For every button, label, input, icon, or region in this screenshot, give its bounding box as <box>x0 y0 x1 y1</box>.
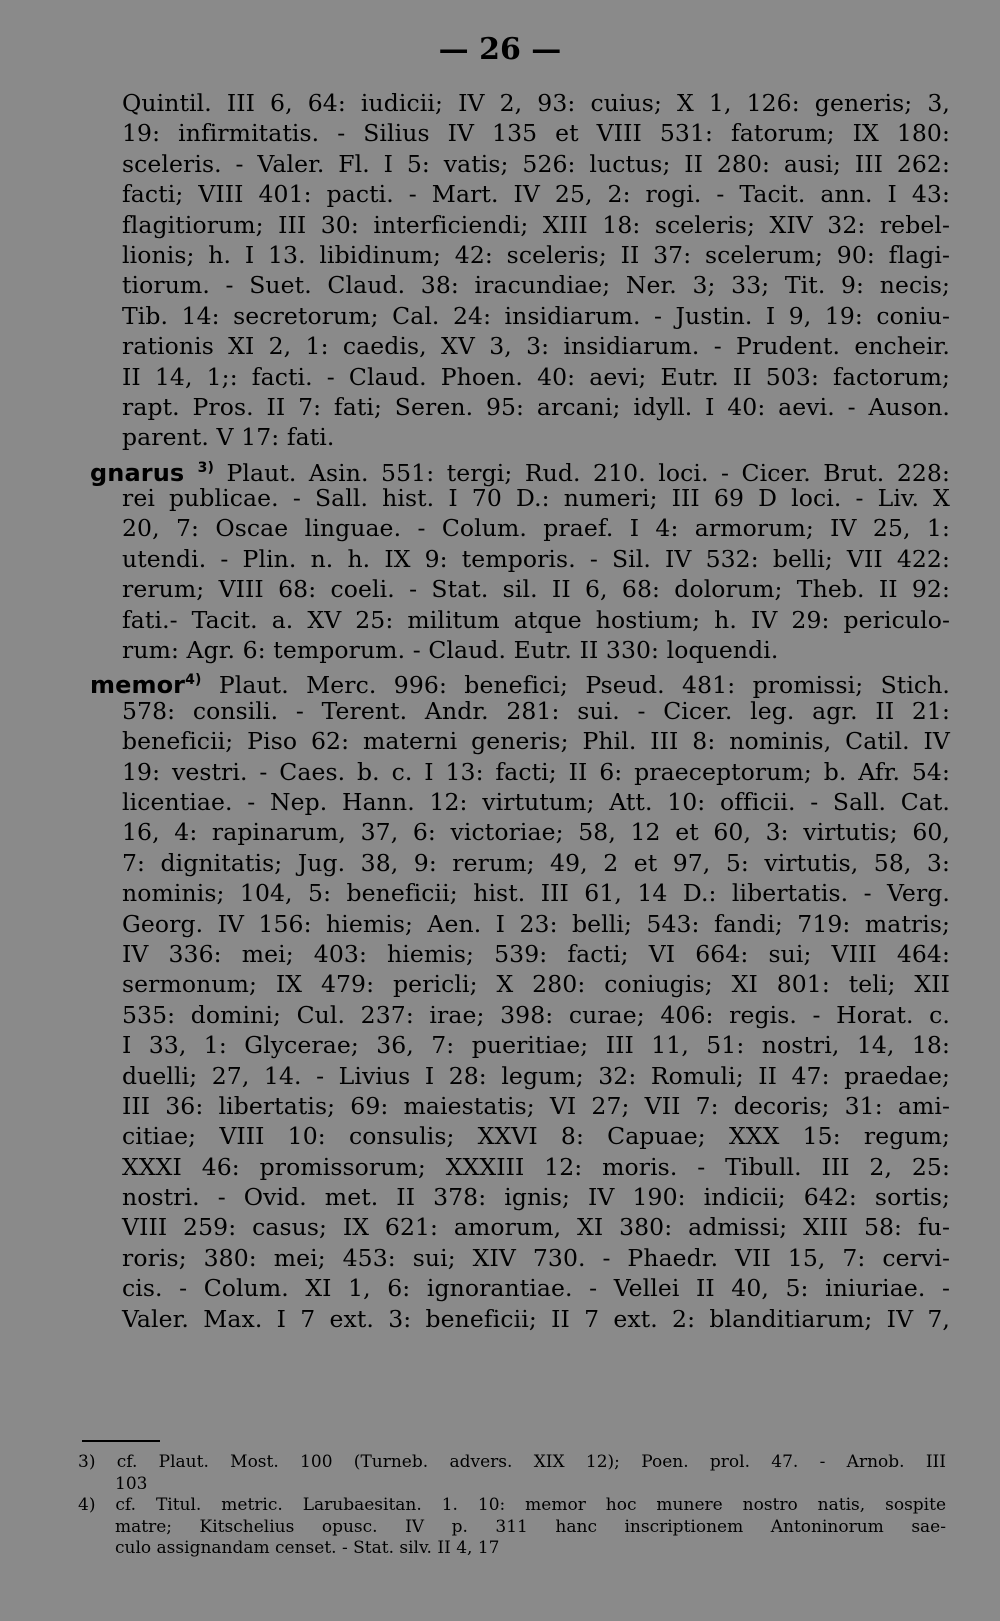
footnote-4-line: culo assignandam censet. - Stat. silv. II 4, 17 <box>115 1538 500 1558</box>
footnote-3-line: 3) cf. Plaut. Most. 100 (Turneb. advers. XIX 12); Poen. prol. 47. - Arnob. III <box>78 1452 946 1472</box>
text-line: 535: domini; Cul. 237: irae; 398: curae; 406: regis. - Horat. c. <box>122 1000 950 1029</box>
text-line: facti; VIII 401: pacti. - Mart. IV 25, 2: rogi. - Tacit. ann. I 43: <box>122 180 950 209</box>
text-line: Georg. IV 156: hiemis; Aen. I 23: belli; 543: fandi; 719: matris; <box>122 909 950 938</box>
text-line: sermonum; IX 479: pericli; X 280: coniugis; XI 801: teli; XII <box>122 970 950 999</box>
text-line: III 36: libertatis; 69: maiestatis; VI 27; VII 7: decoris; 31: ami- <box>122 1091 950 1120</box>
text-line: fati.- Tacit. a. XV 25: militum atque hostium; h. IV 29: periculo- <box>122 605 950 634</box>
text-line: Quintil. III 6, 64: iudicii; IV 2, 93: cuius; X 1, 126: generis; 3, <box>122 89 950 117</box>
text-line: 16, 4: rapinarum, 37, 6: victoriae; 58, 12 et 60, 3: virtutis; 60, <box>122 818 950 847</box>
text-line: Valer. Max. I 7 ext. 3: beneficii; II 7 ext. 2: blanditiarum; IV 7, <box>122 1304 950 1333</box>
footnote-ref-4: 4) <box>185 672 202 689</box>
text-line: 19: vestri. - Caes. b. c. I 13: facti; II 6: praeceptorum; b. Afr. 54: <box>122 757 950 786</box>
lemma-memor: memor$^{4)}$ <box>90 671 202 700</box>
text-line: 7: dignitatis; Jug. 38, 9: rerum; 49, 2 et 97, 5: virtutis, 58, 3: <box>122 848 950 877</box>
text-line: cis. - Colum. XI 1, 6: ignorantiae. - Vellei II 40, 5: iniuriae. - <box>122 1274 950 1303</box>
text-line: rationis XI 2, 1: caedis, XV 3, 3: insidiarum. - Prudent. encheir. <box>122 332 950 361</box>
text-line: XXXI 46: promissorum; XXXIII 12: moris. - Tibull. III 2, 25: <box>122 1152 950 1181</box>
text-line: nostri. - Ovid. met. II 378: ignis; IV 190: indicii; 642: sortis; <box>122 1183 950 1212</box>
text-line: utendi. - Plin. n. h. IX 9: temporis. - Sil. IV 532: belli; VII 422: <box>122 544 950 573</box>
lemma-gnarus: gnarus $^{3)}$ <box>90 458 214 487</box>
text-line: licentiae. - Nep. Hann. 12: virtutum; Att. 10: officii. - Sall. Cat. <box>122 787 950 816</box>
text-line: sceleris. - Valer. Fl. I 5: vatis; 526: luctus; II 280: ausi; III 262: <box>122 149 950 178</box>
text-line: beneficii; Piso 62: materni generis; Phil. III 8: nominis, Catil. IV <box>122 727 950 756</box>
text-line: IV 336: mei; 403: hiemis; 539: facti; VI 664: sui; VIII 464: <box>122 939 950 968</box>
text-line: duelli; 27, 14. - Livius I 28: legum; 32: Romuli; II 47: praedae; <box>122 1061 950 1090</box>
text-line: tiorum. - Suet. Claud. 38: iracundiae; Ner. 3; 33; Tit. 9: necis; <box>122 271 950 300</box>
footnote-rule <box>82 1440 160 1442</box>
text-line: parent. V 17: fati. <box>122 423 335 452</box>
text-line: nominis; 104, 5: beneficii; hist. III 61, 14 D.: libertatis. - Verg. <box>122 879 950 908</box>
text-line: VIII 259: casus; IX 621: amorum, XI 380: admissi; XIII 58: fu- <box>122 1213 950 1242</box>
entry-memor-first-line: memor$^{4)}$ Plaut. Merc. 996: benefici; Pseud. 481: promissi; Stich. <box>90 671 950 700</box>
footnotes <box>78 1451 946 1559</box>
text-line: I 33, 1: Glycerae; 36, 7: pueritiae; III 11, 51: nostri, 14, 18: <box>122 1031 950 1060</box>
text-line: flagitiorum; III 30: interficiendi; XIII 18: sceleris; XIV 32: rebel- <box>122 210 950 239</box>
text-line: roris; 380: mei; 453: sui; XIV 730. - Phaedr. VII 15, 7: cervi- <box>122 1243 950 1272</box>
text-line: 19: infirmitatis. - Silius IV 135 et VIII 531: fatorum; IX 180: <box>122 119 950 148</box>
text-line: rerum; VIII 68: coeli. - Stat. sil. II 6, 68: dolorum; Theb. II 92: <box>122 575 950 604</box>
text-line: rei publicae. - Sall. hist. I 70 D.: numeri; III 69 D loci. - Liv. X <box>122 484 950 513</box>
entry-gnarus-first-line: gnarus $^{3)}$ Plaut. Asin. 551: tergi; Rud. 210. loci. - Cicer. Brut. 228: <box>90 458 950 487</box>
text-line: lionis; h. I 13. libidinum; 42: sceleris; II 37: scelerum; 90: flagi- <box>122 240 950 269</box>
text-line: 578: consili. - Terent. Andr. 281: sui. - Cicer. leg. agr. II 21: <box>122 696 950 725</box>
text-line: Tib. 14: secretorum; Cal. 24: insidiarum. - Justin. I 9, 19: coniu- <box>122 301 950 330</box>
footnote-3-line: 103 <box>115 1473 148 1494</box>
footnote-4-line: matre; Kitschelius opusc. IV p. 311 hanc inscriptionem Antoninorum sae- <box>115 1516 946 1537</box>
footnote-ref-3: 3) <box>197 459 214 476</box>
text-line: rapt. Pros. II 7: fati; Seren. 95: arcani; idyll. I 40: aevi. - Auson. <box>122 392 950 421</box>
text-line: rum: Agr. 6: temporum. - Claud. Eutr. II 330: loquendi. <box>122 636 779 665</box>
main-text <box>90 88 950 1334</box>
text-line: 20, 7: Oscae linguae. - Colum. praef. I 4: armorum; IV 25, 1: <box>122 514 950 543</box>
text-line: II 14, 1;: facti. - Claud. Phoen. 40: aevi; Eutr. II 503: factorum; <box>122 362 950 391</box>
footnote-4-line: 4) cf. Titul. metric. Larubaesitan. 1. 10: memor hoc munere nostro natis, sospite <box>78 1495 946 1515</box>
page-number: — 26 — <box>438 32 562 67</box>
text-line: citiae; VIII 10: consulis; XXVI 8: Capuae; XXX 15: regum; <box>122 1122 950 1151</box>
